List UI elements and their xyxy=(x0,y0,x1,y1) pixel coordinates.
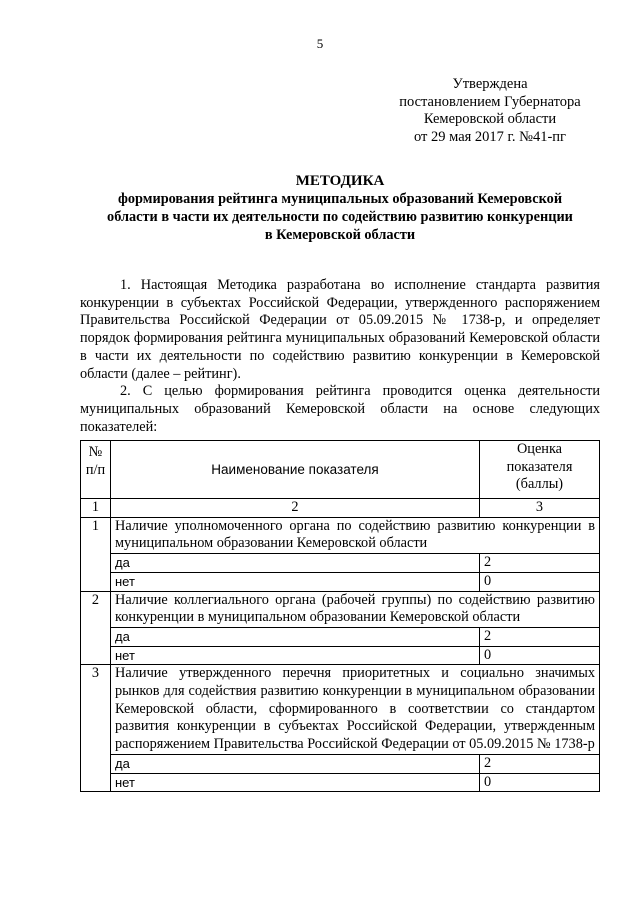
title-line-1: формирования рейтинга муниципальных образований Кемеровской xyxy=(117,191,563,207)
column-numbers-row xyxy=(81,499,600,518)
body-text xyxy=(80,277,600,436)
option-no-label: нет xyxy=(111,572,480,591)
option-row xyxy=(81,572,600,591)
title-line-2: области в части их деятельности по содействию развитию конкуренции xyxy=(107,209,573,225)
paragraph-2: 2. С целью формирования рейтинга проводится оценка деятельности муниципальных образований Кемеровской области на основе следующих показателей: xyxy=(80,383,600,435)
header-indicator-name: Наименование показателя xyxy=(111,441,480,499)
column-number-3: 3 xyxy=(480,499,600,518)
option-row xyxy=(81,554,600,573)
option-row xyxy=(81,754,600,773)
option-no-label: нет xyxy=(111,646,480,665)
option-row xyxy=(81,773,600,792)
option-no-score: 0 xyxy=(480,646,600,665)
column-number-2: 2 xyxy=(111,499,480,518)
option-yes-label: да xyxy=(111,627,480,646)
approval-line-1: Утверждена xyxy=(452,76,528,92)
indicator-name: Наличие утвержденного перечня приоритетных и социально значимых рынков для содействия развитию конкуренции в муниципальном образовании Кемеровской области, сформированного в соответствии со стандартом развития конкуренции в субъектах Российской Федерации, утвержденным распоряжением Правительства Российской Федерации от 05.09.2015 № 1738-р xyxy=(111,665,600,755)
header-score: Оценка показателя (баллы) xyxy=(480,441,600,499)
table-header-row xyxy=(81,441,600,499)
option-yes-score: 2 xyxy=(480,554,600,573)
indicators-table xyxy=(80,440,600,792)
header-number: № п/п xyxy=(81,441,111,499)
table-row xyxy=(81,665,600,755)
approval-line-4: от 29 мая 2017 г. №41-пг xyxy=(413,128,566,145)
title-line-3: в Кемеровской области xyxy=(264,227,416,243)
option-yes-score: 2 xyxy=(480,754,600,773)
table-row xyxy=(81,517,600,553)
column-number-1: 1 xyxy=(81,499,111,518)
title-heading: МЕТОДИКА xyxy=(295,173,385,189)
option-yes-label: да xyxy=(111,754,480,773)
option-no-score: 0 xyxy=(480,572,600,591)
paragraph-1: 1. Настоящая Методика разработана во исполнение стандарта развития конкуренции в субъектах Российской Федерации, утвержденного распоряжением Правительства Российской Федерации от 05.09.2015 № 1738-р, и определяет порядок формирования рейтинга муниципальных образований Кемеровской области в части их деятельности по содействию развитию конкуренции в Кемеровской области (далее – рейтинг). xyxy=(80,277,600,382)
row-number: 1 xyxy=(81,517,111,591)
option-yes-label: да xyxy=(111,554,480,573)
option-no-score: 0 xyxy=(480,773,600,792)
row-number: 2 xyxy=(81,591,111,665)
approval-stamp xyxy=(380,76,600,146)
table-row xyxy=(81,591,600,627)
approval-line-2: постановлением Губернатора xyxy=(399,93,581,110)
page-number: 5 xyxy=(316,36,324,51)
indicator-name: Наличие коллегиального органа (рабочей группы) по содействию развитию конкуренции в муниципальном образовании Кемеровской области xyxy=(111,591,600,627)
document-title xyxy=(80,172,600,244)
option-row xyxy=(81,627,600,646)
option-yes-score: 2 xyxy=(480,627,600,646)
option-row xyxy=(81,646,600,665)
option-no-label: нет xyxy=(111,773,480,792)
indicator-name: Наличие уполномоченного органа по содействию развитию конкуренции в муниципальном образовании Кемеровской области xyxy=(111,517,600,553)
approval-line-3: Кемеровской области xyxy=(423,111,557,127)
row-number: 3 xyxy=(81,665,111,792)
